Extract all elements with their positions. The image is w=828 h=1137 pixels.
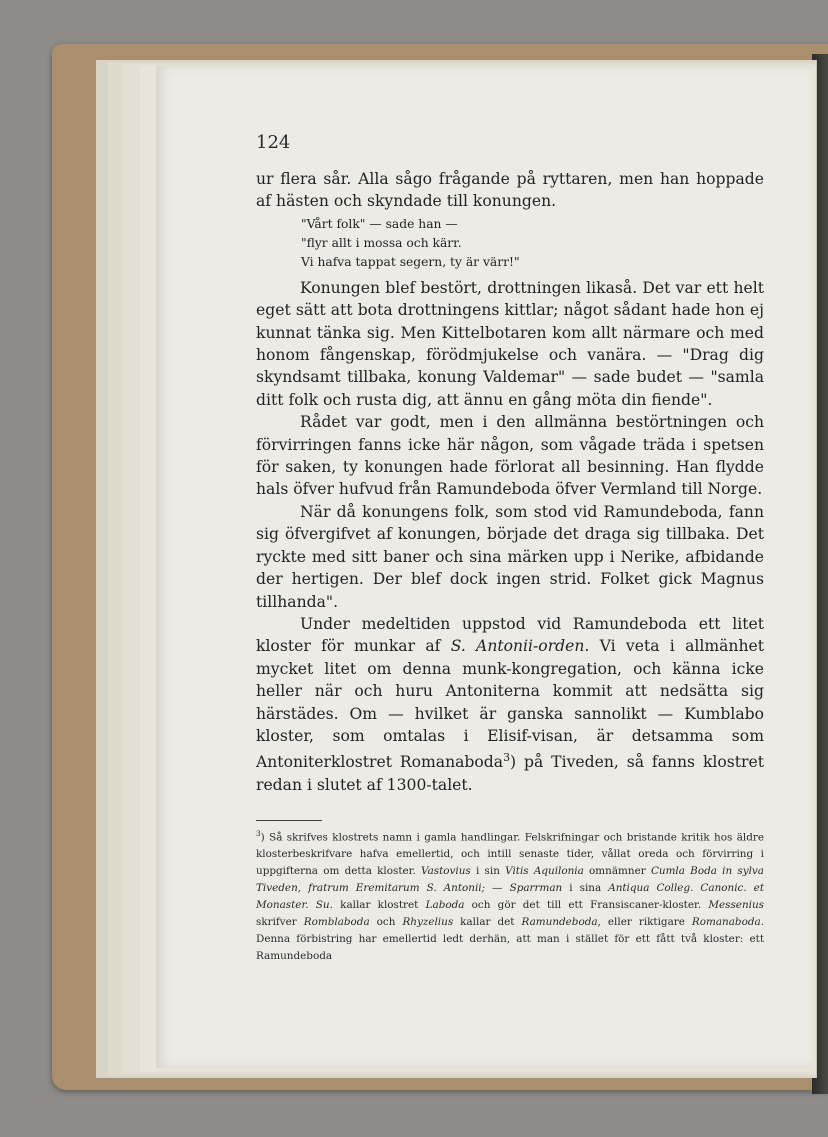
verse-line: "Vårt folk" — sade han — [301,216,458,231]
verse-quote [256,215,764,272]
verse-line: "flyr allt i mossa och kärr. [301,235,462,250]
author-name: Sparrman [509,882,563,895]
text-run: skrifver [256,916,304,928]
verse-line: Vi hafva tappat segern, ty är värr!" [301,254,520,269]
footnote-reference: 3 [503,751,511,765]
text-run: ) på Tiveden, så fanns klostret redan i slutet af 1300-talet. [256,753,764,794]
author-name: Messenius [708,899,765,912]
text-run: , eller riktigare [597,916,692,928]
author-name: Rhyzelius [402,916,454,928]
page-number: 124 [256,132,291,153]
paragraph-3: Rådet var godt, men i den allmänna bestörtningen och förvirringen fanns icke här någon, som vågade träda i spetsen för saken, ty konungen hade förlorat all besinning. Han flydde hals öfver hufvud från Ramundeboda öfver Vermland till Norge. [256,413,764,499]
footnote-marker: 3 [256,829,261,838]
work-title: Vitis Aquilonia [505,865,584,878]
place-name: Ramundeboda [521,916,598,928]
text-run: i sina [562,882,609,895]
order-name: S. Antonii-orden. [450,637,590,656]
text-run: ) Så skrifves klostrets namn i gamla handlingar. Felskrifningar och bristande kritik hos äldre klosterbeskrifvare hafva emellertid, och intill senaste tider, vållat oreda och förvirring i uppgifterna om detta kloster. [256,831,764,878]
paragraph-2: Konungen blef bestört, drottningen likaså. Det var ett helt eget sätt att bota drottningens kittlar; något sådant hade hon ej kunnat tänka sig. Men Kittelbotaren kom allt närmare och med honom fångenskap, förödmjukelse och vanära. — "Drag dig skyndsamt tillbaka, konung Valdemar" — sade budet — "samla ditt folk och rusta dig, att ännu en gång möta din fiende". [256,278,764,409]
text-run: kallar det [453,916,522,928]
text-run: Under medeltiden uppstod vid Ramundeboda ett litet kloster för munkar af [256,614,764,656]
place-name: Romanaboda. [691,916,764,928]
paragraph-4: När då konungens folk, som stod vid Ramundeboda, fann sig öfvergifvet af konungen, började det draga sig tillbaka. Det ryckte med sitt baner och sina märken upp i Nerike, afbidande der hertigen. Der blef dock ingen strid. Folket gick Magnus tillhanda". [256,502,764,611]
latin-quote: Cumla Boda in sylva Tiveden, fratrum Eremitarum S. Antonii; [256,865,764,895]
place-name: Laboda [425,899,465,912]
text-run: Denna förbistring har emellertid ledt derhän, att man i stället för ett fått två kloster: ett Ramundeboda [256,932,764,962]
footnote [256,826,764,965]
text-run: kallar klostret [332,899,426,912]
text-run: och [369,916,403,928]
body-text [256,168,764,796]
text-run: Vi veta i allmänhet mycket litet om denna munk-kongregation, och känna icke heller när och huru Antoniterna kommit att nedsätta sig härstädes. Om — hvilket är ganska sannolikt — Kumblabo kloster, som omtalas i Elisif-visan, är detsamma som Antoniterklostret Romanaboda [256,637,765,772]
text-run: omnämner [583,865,651,878]
work-title: Antiqua Colleg. Canonic. et Monaster. Su. [256,882,765,912]
text-run: — [485,882,510,895]
author-name: Vastovius [421,865,471,878]
paragraph-opening: ur flera sår. Alla sågo frågande på ryttaren, men han hoppade af hästen och skyndade till konungen. [256,170,764,211]
paragraph-5 [256,613,764,796]
text-run: i sin [470,865,506,878]
footnote-divider [256,820,322,821]
place-name: Romblaboda [303,916,370,928]
text-run: och gör det till ett Fransiscaner-kloster. [464,899,709,912]
